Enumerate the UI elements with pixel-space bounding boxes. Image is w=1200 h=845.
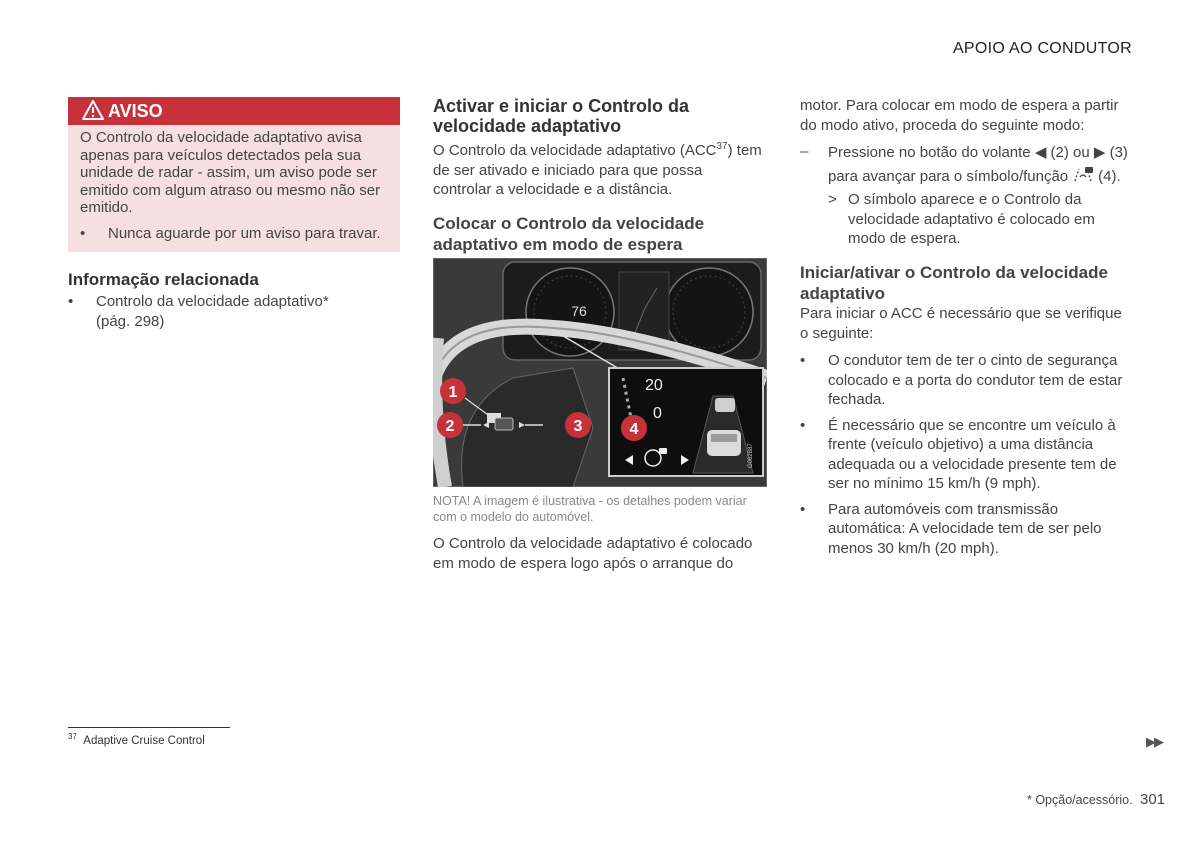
cluster-speed-readout: 76	[571, 303, 587, 319]
inset-set-speed: 20	[645, 377, 663, 394]
warning-text: O Controlo da velocidade adaptativo avisa apenas para veículos detectados pela sua unidade de radar - assim, um aviso pode ser emitido com algum atraso ou mesmo não ser emitido.	[80, 129, 381, 216]
list-item	[800, 416, 1135, 494]
section-header: APOIO AO CONDUTOR	[952, 40, 1132, 57]
list-item	[800, 351, 1135, 410]
steering-wheel-illustration	[433, 258, 767, 487]
intro-paragraph	[433, 141, 763, 200]
image-code: G062887	[748, 443, 754, 468]
step-line-2-end: (4).	[1098, 168, 1121, 185]
bullet-marker: •	[800, 500, 806, 518]
standby-paragraph-continued: motor. Para colocar em modo de espera a partir do modo ativo, proceda do seguinte modo:	[800, 97, 1119, 134]
start-intro: Para iniciar o ACC é necessário que se verifique o seguinte:	[800, 305, 1122, 342]
footnote-ref[interactable]: 37	[716, 141, 728, 152]
list-item	[800, 500, 1135, 559]
bullet-marker: •	[800, 416, 806, 434]
warning-bullet-text: Nunca aguarde por um aviso para travar.	[108, 225, 381, 242]
section-heading-start: Iniciar/ativar o Controlo da velocidade adaptativo	[800, 263, 1108, 303]
requirement-text: O condutor tem de ter o cinto de segurança colocado e a porta do condutor tem de estar fechada.	[828, 352, 1123, 408]
bullet-marker: •	[80, 225, 86, 242]
standby-paragraph: O Controlo da velocidade adaptativo é colocado em modo de espera logo após o arranque do	[433, 535, 753, 572]
bullet-marker: •	[68, 293, 74, 310]
step-line-1: Pressione no botão do volante ◀ (2) ou ▶ (3)	[828, 144, 1128, 161]
warning-body	[68, 125, 400, 252]
related-info-heading: Informação relacionada	[68, 270, 259, 289]
image-note: NOTA! A imagem é ilustrativa - os detalhes podem variar com o modelo do automóvel.	[433, 494, 747, 524]
bullet-marker: •	[800, 352, 806, 369]
step-line-2-start: para avançar para o símbolo/função	[828, 168, 1069, 185]
warning-title: AVISO	[108, 101, 163, 121]
step-dash: –	[800, 143, 809, 160]
step-line-2	[828, 167, 1121, 185]
footnote-number: 37	[68, 732, 77, 741]
requirements-list	[800, 351, 1135, 564]
result-marker: >	[828, 191, 837, 208]
footnote-text: Adaptive Cruise Control	[83, 734, 205, 747]
requirement-text: É necessário que se encontre um veículo à frente (veículo objetivo) a uma distância adequada ou a velocidade presente tem de ser no mínimo 15 km/h (9 mph).	[828, 416, 1117, 492]
footnote-divider	[68, 727, 230, 728]
warning-triangle-icon	[82, 100, 104, 120]
result-text: O símbolo aparece e o Controlo da velocidade adaptativo é colocado em modo de espera.	[848, 191, 1095, 247]
footnote	[68, 732, 205, 747]
callout-3: 3	[573, 418, 583, 435]
requirement-text: Para automóveis com transmissão automática: A velocidade tem de ser pelo menos 30 km/h (20 mph).	[828, 500, 1102, 557]
related-info-link-text[interactable]: Controlo da velocidade adaptativo* (pág. 298)	[96, 293, 329, 330]
callout-4: 4	[629, 421, 639, 438]
inset-gap-value: 0	[653, 405, 662, 422]
intro-text-end: ) tem de ser ativado e iniciado para que possa controlar a velocidade e a distância.	[433, 142, 762, 198]
next-page-arrows[interactable]: ▶▶	[1146, 734, 1162, 749]
intro-text-start: O Controlo da velocidade adaptativo (ACC	[433, 142, 717, 159]
section-heading-activate: Activar e iniciar o Controlo da velocidade adaptativo	[433, 96, 690, 136]
acc-function-icon	[1072, 167, 1094, 183]
callout-1: 1	[448, 384, 458, 401]
subheading-standby: Colocar o Controlo da velocidade adaptativo em modo de espera	[433, 214, 705, 254]
warning-header	[68, 97, 400, 125]
page-number: 301	[1140, 791, 1166, 808]
option-note: * Opção/acessório.	[1027, 793, 1133, 807]
callout-2: 2	[445, 418, 455, 435]
